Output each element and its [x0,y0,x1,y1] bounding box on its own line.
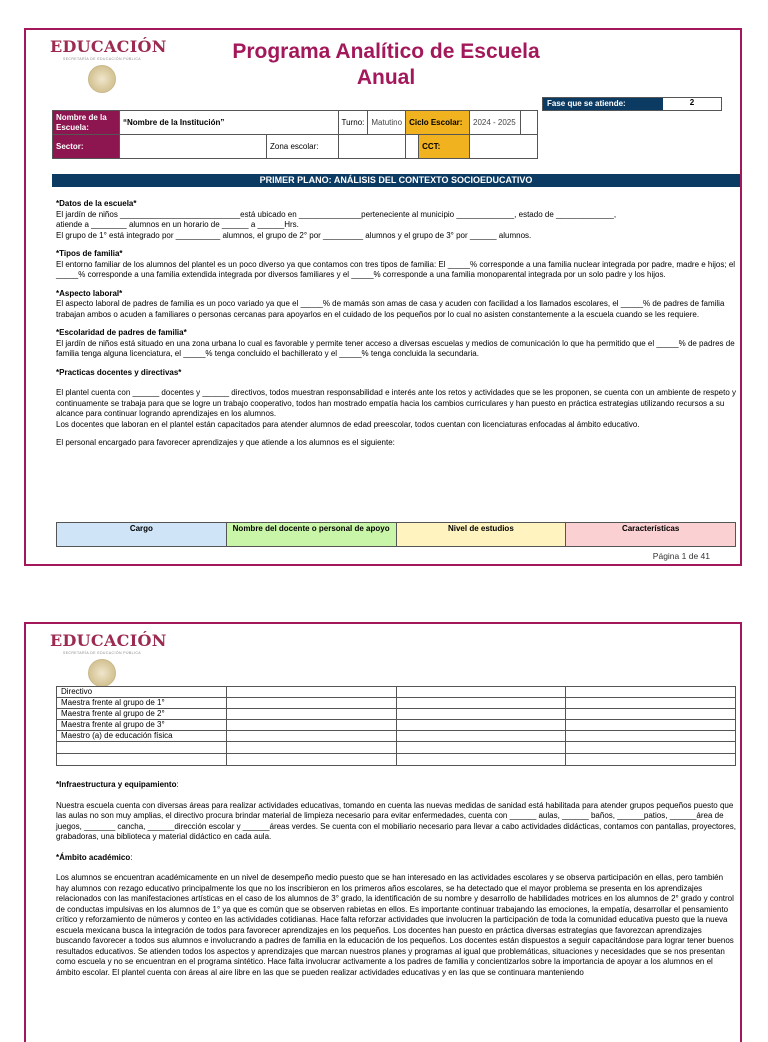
turno-label: Turno: [338,111,368,135]
datos-line-1: El jardín de niños ___________________________está ubicado en ______________perteneciente al municipio _____________, estado de _____________, [56,209,617,219]
sector-value [120,135,267,159]
page-title [166,39,606,91]
practicas-p3: El personal encargado para favorecer aprendizajes y que atiende a los alumnos es el siguiente: [56,438,395,447]
col-cargo: Cargo [57,523,227,547]
practicas-p1: El plantel cuenta con ______ docentes y ______ directivos, todos muestran responsabilidad e interés ante los retos y actividades que se les proponen, se cuenta con un ambiente de respeto y continuamente se trabaja para que se logre un trabajo cooperativo, todos han mostrado empatía hacia los cambios curriculares y han puesto en práctica estrategias utilizando recursos a su alcance para continuar logrando aprendizajes en los alumnos. [56,388,736,418]
page-number: Página 1 de 41 [652,551,710,561]
escolaridad-heading: *Escolaridad de padres de familia* [56,328,187,337]
laboral-text: El aspecto laboral de padres de familia es un poco variado ya que el _____% de mamás son amas de casa y acuden con facilidad a los llamados escolares, el _____% de padres de familia trabajan ambos o acuden a familiares o personas cercanas para apoyarlos en el cuidado de los pequeños por lo cual no asisten constantemente a la escuela cuando se les requiere. [56,299,725,319]
datos-line-2: atiende a ________ alumnos en un horario de ______ a ______Hrs. [56,220,299,229]
national-seal-icon [88,659,116,687]
cct-value [470,135,538,159]
turno-value: Matutino [368,111,406,135]
table-row [57,698,736,709]
ciclo-label: Ciclo Escolar: [406,111,470,135]
table-row [57,754,736,766]
practicas-heading: *Practicas docentes y directivas* [56,367,182,377]
document-page-2 [24,622,742,1042]
tipos-heading: *Tipos de familia* [56,249,123,258]
school-name-label: Nombre de la Escuela: [53,111,120,135]
info-empty-cell [521,111,538,135]
cargo-cell: Maestro (a) de educación física [57,731,227,742]
infra-text: Nuestra escuela cuenta con diversas áreas para realizar actividades educativas, tomando en cuenta las nuevas medidas de sanidad está habilitada para atender grupos pequeños puesto que las aulas no son muy amplias, el directivo procura brindar material de limpieza necesario para evitar enfermedades, cuenta con ______ aulas, ______ baños, ______patios, ______área de juegos, _______ cancha, ______dirección escolar y ______áreas verdes. Se cuenta con el mobiliario necesario para llevar a cabo actividades didácticas, contamos con pantallas, proyectores, grabadoras, una biblioteca y material didáctico en cada aula. [56,800,736,841]
col-caracteristicas: Características [566,523,736,547]
sep-logo [50,631,167,687]
fase-label: Fase que se atiende: [543,98,663,110]
logo-text: EDUCACIÓN [50,37,167,56]
logo-text: EDUCACIÓN [50,631,167,650]
context-body [56,199,736,449]
title-line-2: Anual [356,66,416,89]
section-title: PRIMER PLANO: ANÁLISIS DEL CONTEXTO SOCIOEDUCATIVO [52,174,740,187]
staff-table [56,686,736,766]
zona-value [338,135,406,159]
laboral-heading: *Aspecto laboral* [56,288,123,298]
col-nivel: Nivel de estudios [396,523,566,547]
title-line-1: Programa Analítico de Escuela [232,40,540,63]
tipos-text: El entorno familiar de los alumnos del plantel es un poco diverso ya que contamos con tres tipos de familia: El _____% corresponde a una familia nuclear integrada por padre, madre e hijos; el _____% corresponde a una familia extendida integrada por diversos familiares y el _____% corresponde a una familia monoparental integrada por un solo padre y los hijos. [56,259,736,279]
school-info-table [52,110,538,159]
national-seal-icon [88,65,116,93]
cargo-cell: Maestra frente al grupo de 3° [57,720,227,731]
document-page-1 [24,28,742,566]
sector-label: Sector: [53,135,120,159]
school-name-value: “Nombre de la Institución” [120,111,339,135]
staff-table-header [56,522,736,547]
academico-heading: *Ámbito académico [56,852,131,862]
practicas-p2: Los docentes que laboran en el plantel están capacitados para atender alumnos de edad preescolar, todos cuentan con licenciaturas enfocadas al ámbito educativo. [56,419,640,429]
infra-heading: *Infraestructura y equipamiento [56,780,177,789]
cct-label: CCT: [419,135,470,159]
logo-subtitle: SECRETARÍA DE EDUCACIÓN PÚBLICA [62,651,142,655]
academico-text: Los alumnos se encuentran académicamente en un nivel de desempeño medio puesto que se han interesado en las actividades escolares y se observa participación en ellas, pero también hay alumnos con rezago educativo principalmente los que no los inscribieron en los primeros años escolares, se ha detectado que el mayor problema se presenta en los aprendizajes relacionados con las manifestaciones artísticas en el caso de los alumnos de 3° grado, la identificación de su nombre y desarrollo de habilidades motrices en los alumnos de 2° grado y control de conductas impulsivas en los alumnos de 1° ya que es común que se observen rabietas en ellos. Es importante continuar trabajando las emociones, la empatía, desarrollar el pensamiento crítico y reforzamiento de números y conteo en las actividades cotidianas. Hace falta reforzar actividades que involucren la participación de toda la comunidad educativa puesto que la nueva escuela mexicana busca la integración de todos para favorecer aprendizajes en los pequeños. Los docentes han puesto en práctica diversas estrategias que favorezcan aprendizajes buscando favorecer a todos sus alumnos e involucrando a padres de familia en la educación de los pequeños. Los docentes están dispuestos a seguir capacitándose para lograr tener buenos resultados educativos. Se atienden todos los aspectos y aprendizajes que marcan nuestros planes y programas al igual que problemáticas, situaciones y necesidades que se nos presentan como escuela y no se encuentran en el programa sintético. Hace falta involucrar activamente a los padres de familia y concientizarlos sobre la importancia de apoyar a los alumnos en el ámbito escolar. El plantel cuenta con áreas al aire libre en las que se pueden realizar actividades educativas y en las que se continuara manteniendo [56,873,734,977]
col-nombre: Nombre del docente o personal de apoyo [226,523,396,547]
logo-subtitle: SECRETARÍA DE EDUCACIÓN PÚBLICA [62,57,142,61]
zona-label: Zona escolar: [267,135,339,159]
cargo-cell: Directivo [57,687,227,698]
cargo-cell: Maestra frente al grupo de 2° [57,709,227,720]
fase-box [542,97,722,111]
datos-line-3: El grupo de 1° está integrado por __________ alumnos, el grupo de 2° por _________ alumnos y el grupo de 3° por ______ alumnos. [56,230,532,240]
context-body-2: *Infraestructura y equipamiento: Nuestra escuela cuenta con diversas áreas para realizar actividades educativas, tomando en cuenta las nuevas medidas de sanidad está habilitada para atender grupos pequeños puesto que las aulas no son muy amplias, el directivo procura brindar material de limpieza necesario para evitar enfermedades, cuenta con ______ aulas, ______ baños, ______patios, ______área de juegos, _______ cancha, ______dirección escolar y ______áreas verdes. Se cuenta con el mobiliario necesario para llevar a cabo actividades didácticas, contamos con pantallas, proyectores, grabadoras, una biblioteca y material didáctico en cada aula. *Ámbito académico: Los alumnos se encuentran académicamente en un nivel de desempeño medio puesto que se han interesado en las actividades escolares y se observa participación en ellas, pero también hay alumnos con rezago educativo principalmente los que no los inscribieron en los primeros años escolares, se ha detectado que el mayor problema se presenta en los aprendizajes relacionados con las manifestaciones artísticas en el caso de los alumnos de 3° grado, la identificación de su nombre y desarrollo de habilidades motrices en los alumnos de 2° grado y control de conductas impulsivas en los alumnos de 1° ya que es común que se observen rabietas en ellos. Es importante continuar trabajando las emociones, la empatía, desarrollar el pensamiento crítico y reforzamiento de números y conteo en las actividades cotidianas. Hace falta reforzar actividades que involucren la participación de toda la comunidad educativa puesto que la nueva escuela mexicana busca la integración de todos para favorecer aprendizajes en los pequeños. Los docentes han puesto en práctica diversas estrategias que favorezcan aprendizajes buscando favorecer a todos sus alumnos e involucrando a padres de familia en la educación de los pequeños. Los docentes están dispuestos a seguir capacitándose para lograr tener buenos resultados educativos. Se atienden todos los aspectos y aprendizajes que marcan nuestros planes y programas al igual que problemáticas, situaciones y necesidades que se nos presentan como escuela y no se encuentran en el programa sintético. Hace falta involucrar activamente a los padres de familia y concientizarlos sobre la importancia de apoyar a los alumnos en el ámbito escolar. El plantel cuenta con áreas al aire libre en las que se pueden realizar actividades educativas y en las que se continuara manteniendo [56,780,736,977]
fase-value: 2 [689,98,695,107]
table-row [57,720,736,731]
ciclo-value: 2024 - 2025 [470,111,521,135]
table-row [57,709,736,720]
cargo-cell: Maestra frente al grupo de 1° [57,698,227,709]
sep-logo [50,37,167,93]
table-row [57,687,736,698]
table-row [57,731,736,742]
escolaridad-text: El jardín de niños está situado en una zona urbana lo cual es favorable y permite tener acceso a diversas escuelas y medios de comunicación lo que ha permitido que el _____% de padres de familia tenga alguna licenciatura, el _____% tenga concluido el bachillerato y el _____% tenga concluida la secundaria. [56,338,735,358]
table-row [57,742,736,754]
datos-heading: *Datos de la escuela* [56,199,137,208]
spacer-cell [406,135,419,159]
